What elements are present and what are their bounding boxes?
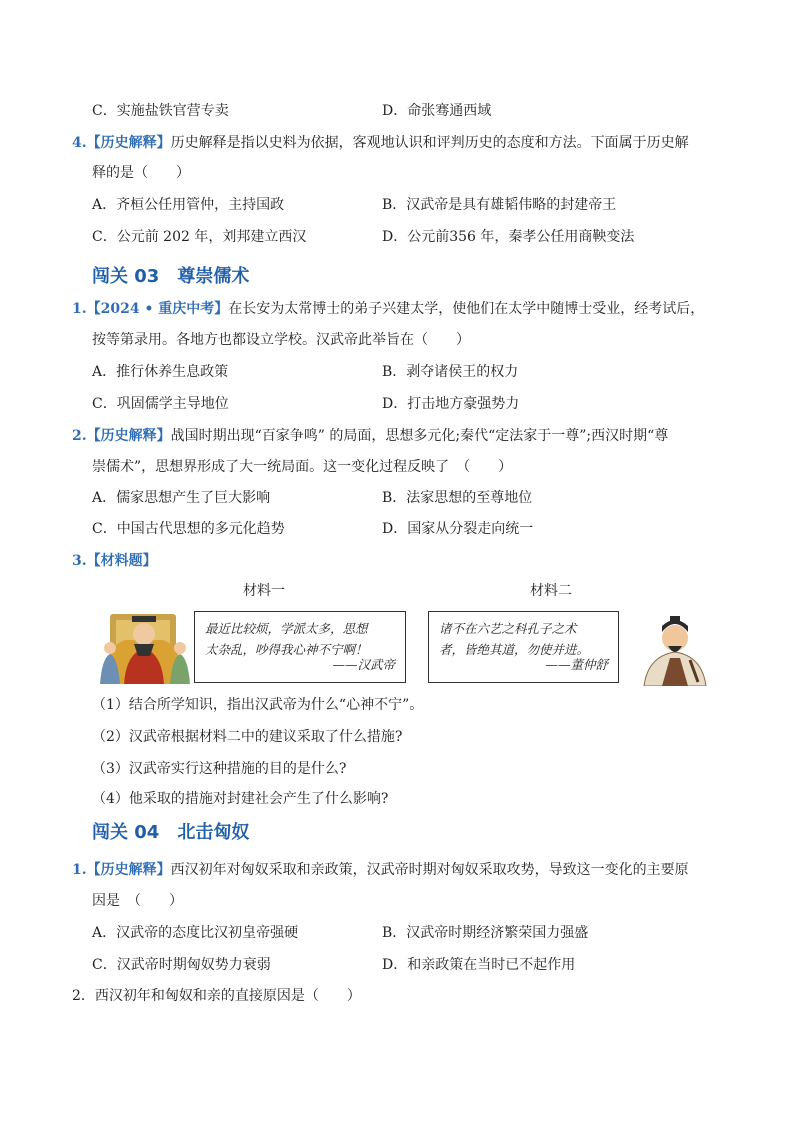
question-number: 1. xyxy=(72,301,87,317)
question-text-cont: 崇儒术”，思想界形成了大一统局面。这一变化过程反映了 （ ） xyxy=(92,459,513,475)
section-heading xyxy=(92,818,249,844)
question-tag: 【2024 • 重庆中考】 xyxy=(86,301,229,317)
question-number: 2. xyxy=(72,428,87,444)
question-number: 3. xyxy=(72,553,87,569)
section-title: 尊崇儒术 xyxy=(177,266,250,287)
question-3 xyxy=(72,552,157,570)
section-number: 闯关 04 xyxy=(92,822,160,843)
section-heading xyxy=(92,262,249,288)
question-1 xyxy=(72,300,704,318)
question-text: 西汉初年对匈奴采取和亲政策，汉武帝时期对匈奴采取攻势，导致这一变化的主要原 xyxy=(170,862,689,878)
option-a: A．推行休养生息政策 xyxy=(92,364,229,380)
option-d: D．打击地方豪强势力 xyxy=(382,396,520,412)
question-text: 历史解释是指以史料为依据，客观地认识和评判历史的态度和方法。下面属于历史解 xyxy=(170,135,689,151)
question-number: 1. xyxy=(72,862,87,878)
question-4 xyxy=(72,134,689,152)
question-text: 战国时期出现“百家争鸣” 的局面，思想多元化;秦代“定法家于一尊”;西汉时期“尊 xyxy=(170,428,669,444)
section-title: 北击匈奴 xyxy=(177,822,250,843)
material-1-quote xyxy=(194,611,406,683)
option-a: A．儒家思想产生了巨大影响 xyxy=(92,490,271,506)
option-c: C．公元前 202 年，刘邦建立西汉 xyxy=(92,229,307,245)
option-b: B．汉武帝时期经济繁荣国力强盛 xyxy=(382,925,589,941)
option-d: D．命张骞通西域 xyxy=(382,103,492,119)
quote-line: 最近比较烦，学派太多，思想 xyxy=(205,621,368,636)
quote-line: 太杂乱，吵得我心神不宁啊！ xyxy=(205,642,368,657)
question-tag: 【历史解释】 xyxy=(86,862,171,878)
option-c: C．中国古代思想的多元化趋势 xyxy=(92,521,285,537)
question-2 xyxy=(72,427,668,445)
option-b: B．法家思想的至尊地位 xyxy=(382,490,533,506)
option-d: D．公元前356 年，秦孝公任用商鞅变法 xyxy=(382,229,635,245)
sub-question-1: （1）结合所学知识，指出汉武帝为什么“心神不宁”。 xyxy=(92,697,424,713)
quote-line: 者，皆绝其道，勿使并进。 xyxy=(439,642,590,657)
question-text-cont: 释的是（ ） xyxy=(92,165,190,181)
option-d: D．和亲政策在当时已不起作用 xyxy=(382,957,576,973)
question-text: 在长安为太常博士的弟子兴建太学，使他们在太学中随博士受业，经考试后， xyxy=(228,301,705,317)
scholar-illustration xyxy=(640,612,710,686)
option-a: A．齐桓公任用管仲，主持国政 xyxy=(92,197,285,213)
section-number: 闯关 03 xyxy=(92,266,160,287)
question-tag: 【材料题】 xyxy=(86,553,157,569)
option-b: B．剥夺诸侯王的权力 xyxy=(382,364,519,380)
question-tag: 【历史解释】 xyxy=(86,135,171,151)
question-1 xyxy=(72,861,689,879)
sub-question-4: （4）他采取的措施对封建社会产生了什么影响? xyxy=(92,791,389,807)
option-c: C．巩固儒学主导地位 xyxy=(92,396,229,412)
question-text-cont: 因是 （ ） xyxy=(92,893,183,909)
question-number: 4. xyxy=(72,135,87,151)
option-a: A．汉武帝的态度比汉初皇帝强硬 xyxy=(92,925,299,941)
quote-author: ——董仲舒 xyxy=(545,657,608,672)
quote-author: ——汉武帝 xyxy=(332,657,395,672)
emperor-illustration xyxy=(96,604,192,686)
option-c: C．汉武帝时期匈奴势力衰弱 xyxy=(92,957,271,973)
option-d: D．国家从分裂走向统一 xyxy=(382,521,534,537)
material-1-title: 材料一 xyxy=(243,583,285,599)
material-2-title: 材料二 xyxy=(530,583,572,599)
option-c: C．实施盐铁官营专卖 xyxy=(92,103,229,119)
question-tag: 【历史解释】 xyxy=(86,428,171,444)
quote-line: 诸不在六艺之科孔子之术 xyxy=(439,621,577,636)
material-2-quote xyxy=(428,611,619,683)
sub-question-2: （2）汉武帝根据材料二中的建议采取了什么措施? xyxy=(92,729,403,745)
question-text-cont: 按等第录用。各地方也都设立学校。汉武帝此举旨在（ ） xyxy=(92,332,470,348)
question-2: 2．西汉初年和匈奴和亲的直接原因是（ ） xyxy=(72,988,361,1004)
option-b: B．汉武帝是具有雄韬伟略的封建帝王 xyxy=(382,197,617,213)
sub-question-3: （3）汉武帝实行这种措施的目的是什么? xyxy=(92,761,347,777)
